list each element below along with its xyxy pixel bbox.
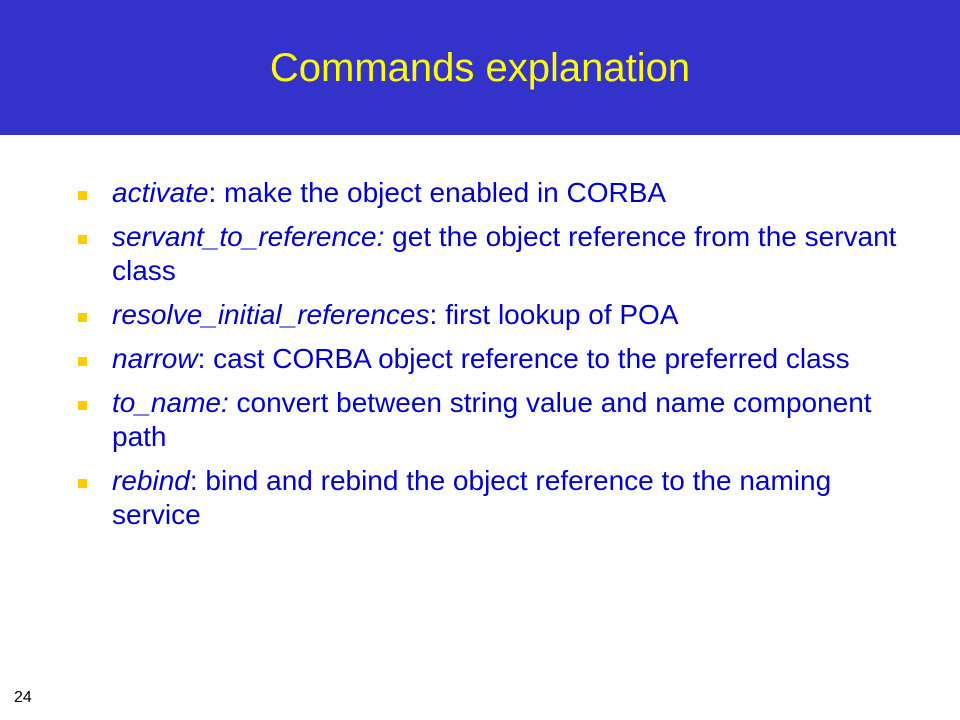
- bullet-item: [78, 386, 918, 454]
- command-term: resolve_initial_references: [112, 299, 430, 330]
- command-term: activate: [112, 177, 209, 208]
- bullet-item: [78, 176, 918, 210]
- title-bar: [0, 0, 960, 135]
- command-description: : bind and rebind the object reference to the naming service: [112, 465, 832, 530]
- command-term: narrow: [112, 343, 198, 374]
- square-bullet-icon: [78, 357, 87, 366]
- square-bullet-icon: [78, 235, 87, 244]
- bullet-item: [78, 220, 918, 288]
- command-description: get the object reference from the servant class: [112, 221, 897, 286]
- bullet-list: [78, 176, 918, 542]
- square-bullet-icon: [78, 479, 87, 488]
- bullet-item: [78, 342, 918, 376]
- command-term: rebind: [112, 465, 190, 496]
- command-description: : make the object enabled in CORBA: [208, 177, 667, 208]
- command-term: to_name:: [112, 387, 229, 418]
- command-term: servant_to_reference:: [112, 221, 385, 252]
- square-bullet-icon: [78, 313, 87, 322]
- slide-title: Commands explanation: [269, 46, 691, 90]
- command-description: : cast CORBA object reference to the preferred class: [197, 343, 850, 374]
- command-description: : first lookup of POA: [429, 299, 679, 330]
- square-bullet-icon: [78, 401, 87, 410]
- bullet-item: [78, 298, 918, 332]
- page-number: 24: [14, 689, 32, 706]
- bullet-item: [78, 464, 918, 532]
- square-bullet-icon: [78, 191, 87, 200]
- command-description: convert between string value and name component path: [112, 387, 872, 452]
